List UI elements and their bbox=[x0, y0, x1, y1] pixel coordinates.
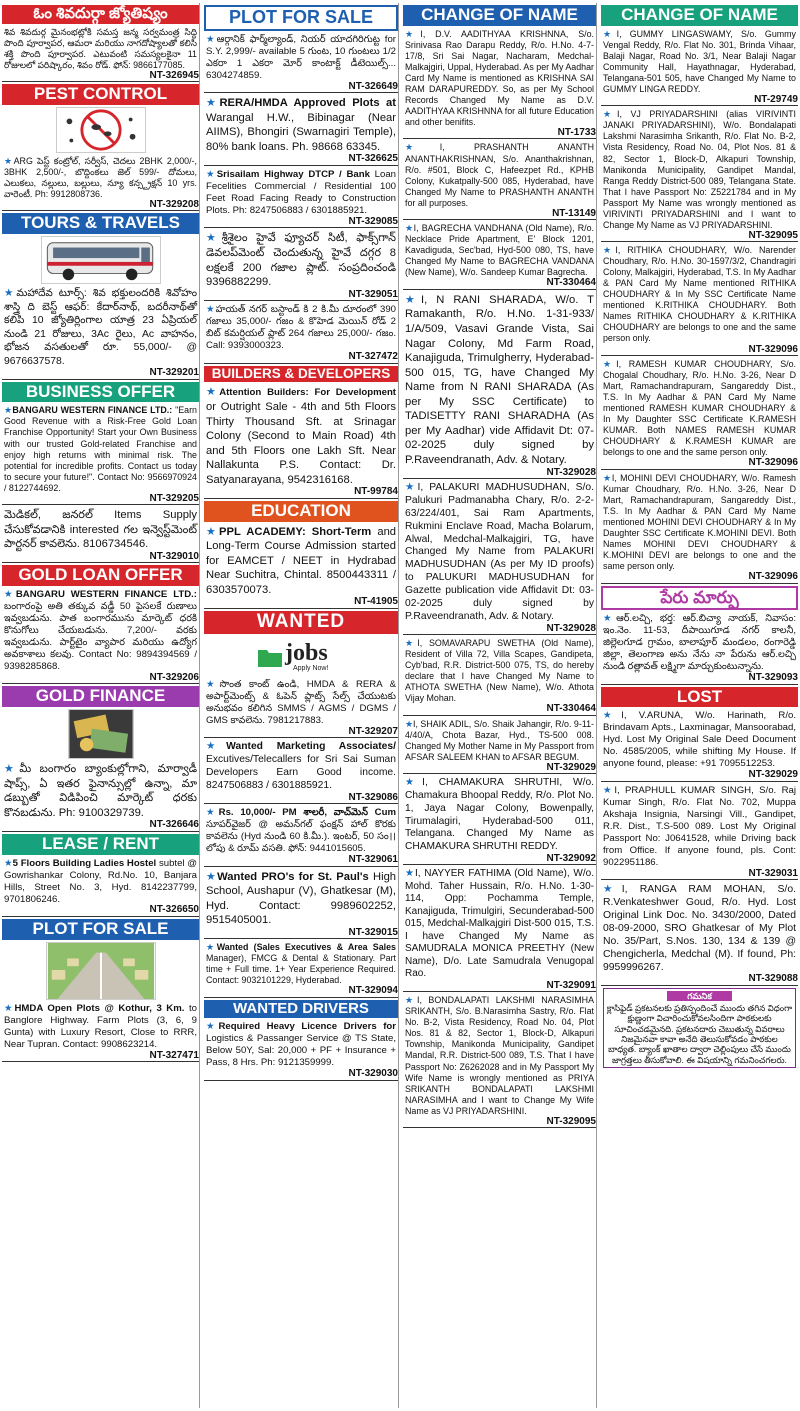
ad-text: హయత్ నగర్ బస్టాండ్ కి 2 కి.మీ దూరంలో 390 గజాలు 35,000/- గజం & కొహెడ మెయిన్ రోడ్ 2 బిట్ కమర్షియల్ ప్లాట్ 264 గజాలు 25,000/- గజం. Call: 9393000323. bbox=[206, 304, 396, 352]
ad-text: I, BONDALAPATI LAKSHMI NARASIMHA SRIKANTH, S/o. B.Narasimha Sastry, R/o. Flat No. B-2, Vista Residency, Road No. 04, Plot Nos. 81 & 82, Sector 1, Block-D, Alkapuri Township, Manikonda Municipality, Gandipet Mandal, R.R. District-500 089, T.S. That I have Passport No: Z6262028 and in My Passport My Wife Name is wrongly mentioned as PRIYA SRIKANTH BONDALAPATI LAKSHMI NARASIMHA and I want to Change My Wife Name as VJ PRIYADARSHINI. bbox=[405, 995, 594, 1116]
ad-code: NT-329096 bbox=[601, 345, 798, 357]
ad-text: I, PRAPHULL KUMAR SINGH, S/o. Raj Kumar Singh, R/o. Flat No. 702, Muppa Akshaja Insignia, Narsingi Vill., Gandipet, R.R. Dist., T.S-500 089. Lost My Original Passport No: J0641528, while Driving back from Office. If anyone found, pls. Cont: 9022951186. bbox=[603, 784, 796, 868]
star-icon: ★ bbox=[405, 868, 415, 880]
ad-text: శ్రీశైలం హైవే ఫ్యూచర్ సిటీ, ఫాక్స్‌గాన్ డెవలప్‌మెంట్ చెందుతున్న హైవే దగ్గర 8 లక్షలకే 200 గజాల ప్లాట్. సంప్రదించండి 9396882299. bbox=[206, 232, 397, 289]
ad-code: NT-329028 bbox=[403, 624, 596, 636]
star-icon: ★ bbox=[603, 613, 617, 625]
ad-title: Rs. 10,000/- PM శాలరీ, వాచ్‌మెన్ Cum bbox=[218, 807, 396, 819]
star-icon: ★ bbox=[206, 525, 220, 538]
ad-peru-marpu bbox=[601, 612, 798, 673]
ad-code: NT-1733 bbox=[403, 128, 596, 140]
ad-name-change bbox=[403, 481, 596, 623]
ad-name-change bbox=[601, 472, 798, 572]
ad-text: I, RITHIKA CHOUDHARY, W/o. Narender Choudhary, R/o. H.No. 30-1597/3/2, Chandragiri Colony, Malkajgiri, Hyderabad, T.S. In My Aadhar & PAN Card My Name mentioned RITHIKA CHOUDHARY & In My SSC Certificate Name mentioned K.RITHIKA CHOUDHARY. Both Names RITHIKA CHOUDHARY & K.RITHIKA CHOUDHARY are belongs to one and the same person only. bbox=[603, 245, 796, 344]
ad-lost bbox=[601, 784, 798, 869]
ad-name-change bbox=[403, 776, 596, 854]
header-change-of-name: CHANGE OF NAME bbox=[601, 5, 798, 26]
ad-text: Warangal H.W., Bibinagar (Near AIIMS), Bhongiri (Swarnagiri Temple), 80% bank loans. Ph. 98668 63345. bbox=[206, 111, 396, 153]
ad-code: NT-329096 bbox=[601, 572, 798, 584]
jobs-logo-text: jobs bbox=[285, 639, 328, 666]
ad-title: Attention Builders: For Development bbox=[219, 387, 396, 399]
header-pest-control: PEST CONTROL bbox=[2, 84, 199, 105]
ad-text: I, NAYYER FATHIMA (Old Name), W/o. Mohd. Taher Hussain, R/o. H.No. 1-30-114, Opp: Pochamma Temple, Kanajiguda, Trimulgiri, Secunderabad-500 015, Medchal-Malkajgiri Dist-500 015, T.S. I have Changed My Name as SAMUDRALA MONICA PREETHY (New Name), D/o. Late Samudrala Venugopal Rao. bbox=[405, 868, 594, 980]
ad-code: NT-327472 bbox=[204, 352, 398, 364]
ad-code: NT-329092 bbox=[403, 854, 596, 866]
pest-control-icon bbox=[56, 107, 146, 153]
star-icon: ★ bbox=[206, 168, 217, 180]
star-icon: ★ bbox=[4, 763, 20, 776]
folder-icon bbox=[257, 646, 283, 668]
ad-code: NT-329088 bbox=[601, 974, 798, 986]
ad-code: NT-13149 bbox=[403, 209, 596, 221]
ad-plot-text: to Banglore Highway. Farm Plots (3, 6, 9 Gunta) with Luxury Resort, Close to RRR, Near Tupran. Contact: 9908623214. bbox=[4, 1002, 197, 1050]
header-gold-finance: GOLD FINANCE bbox=[2, 686, 199, 707]
star-icon: ★ bbox=[206, 386, 220, 399]
ad-pest bbox=[2, 155, 199, 200]
ad-code: NT-329096 bbox=[601, 458, 798, 470]
ad-code: NT-329061 bbox=[204, 855, 398, 867]
plots-layout-icon bbox=[46, 942, 156, 1000]
jobs-logo-sub: Apply Now! bbox=[293, 664, 329, 672]
ad-business-text: "Earn Good Revenue with a Risk-Free Gold Loan Franchise Opportunity! Start your Own Business with our trusted Gold-related Franchise and enjoy high returns with minimal risk. The potential for incredible profits. Contact us today to secure your future!". Contact No: 9566970924 / 8122744692. bbox=[4, 405, 197, 493]
ad-title: PPL ACADEMY: Short-Term bbox=[219, 525, 372, 538]
ad-code: NT-329030 bbox=[204, 1069, 398, 1081]
ad-code: NT-326650 bbox=[2, 905, 199, 917]
ad-ppl-academy bbox=[204, 524, 398, 598]
star-icon: ★ bbox=[603, 109, 618, 120]
ad-code: NT-329205 bbox=[2, 494, 199, 506]
ad-text: I, RANGA RAM MOHAN, S/o. R.Venkateshwer Goud, R/o. Hyd. Lost Original Link Doc. No. 3430/2000, Dated 08-09-2000, SRO Ghatkesar of My Plot No. 35/Part, S.Nos. 130, 134 & 139 @ Chengicherla, Medchal (M). If found, Ph: 9959996267. bbox=[603, 884, 796, 974]
ad-code: NT-329010 bbox=[2, 552, 199, 564]
header-peru-marpu: పేరు మార్పు bbox=[601, 586, 798, 611]
disclaimer-notice bbox=[603, 988, 796, 1068]
star-icon: ★ bbox=[603, 359, 617, 369]
star-icon: ★ bbox=[603, 884, 622, 896]
ad-name-change bbox=[403, 718, 596, 763]
ad-name-change bbox=[601, 244, 798, 344]
ad-srisailam bbox=[204, 168, 398, 217]
star-icon: ★ bbox=[206, 33, 217, 45]
ad-gold-loan bbox=[2, 588, 199, 673]
ad-code: NT-329095 bbox=[403, 1117, 596, 1129]
ad-future-city bbox=[204, 230, 398, 289]
ad-medical: మెడికల్, జనరల్ Items Supply చేసుకోవడానికి interested గల ఇన్వెస్ట్‌మెంట్ పార్టనర్ కావలెను. 8106734546. bbox=[4, 509, 197, 551]
ad-tours-text: మహాదేవ టూర్స్: శివ భక్తులందరికి శివోహం శాస్త్రి ది బెస్ట్ ఆఫర్: కేదార్‌నాథ్, బదరీనాథ్‌తో కలిపి 10 జ్యోతిర్లింగాల యాత్ర 23 ఏప్రియల్ నుండి 21 రోజులు, 3Ac రైలు, Ac వాహనం, భోజన వసతులతో రూ. 55,000/- @ 9676637578. bbox=[4, 288, 197, 367]
ad-code: NT-41905 bbox=[204, 597, 398, 609]
ad-lease-text: subtel @ Gowrishankar Colony, Rd.No. 10, Banjara Hills, Street No. 3, Hyd. 8142237799, 9701806246. bbox=[4, 857, 197, 905]
star-icon: ★ bbox=[206, 807, 219, 819]
star-icon: ★ bbox=[4, 405, 13, 416]
ad-text: I, SHAIK ADIL, S/o. Shaik Jahangir, R/o. 9-11-4/40/A, Chota Bazar, Hyd., TS-500 008. Changed My Mother Name in My Passport from AFSAR SALEEM KHAN to AFSAR BEGUM. bbox=[405, 718, 594, 762]
ad-code: NT-329031 bbox=[601, 869, 798, 881]
header-tours: TOURS & TRAVELS bbox=[2, 213, 199, 234]
header-lease-rent: LEASE / RENT bbox=[2, 834, 199, 855]
star-icon: ★ bbox=[603, 245, 616, 256]
header-plot-sale: PLOT FOR SALE bbox=[204, 5, 398, 31]
ad-gold-loan-title: BANGARU WESTERN FINANCE LTD.: bbox=[15, 589, 197, 601]
ad-text: and Long-Term Course Admission started for EAMCET / NEET in Hydrabad Near Suchitra, Chintal. 8500443311 / 6303570073. bbox=[206, 525, 397, 596]
star-icon: ★ bbox=[603, 784, 615, 796]
star-icon: ★ bbox=[206, 1021, 219, 1033]
ad-name-change bbox=[403, 292, 596, 468]
ad-title: Wanted Marketing Associates/ bbox=[226, 741, 396, 753]
ad-pest-text: ARG పెస్ట్ కంట్రోల్, సర్వీస్, చెదలు 2BHK 2,000/-, 3BHK 2,500/-, బొద్దింకలు జెల్ 599/- దోమలు, ఎలుకలు, నల్లులు, బల్లులు, న్యూ కన్స్ట్రక్షన్ 10 yrs. వారెంటీ. Ph: 9912808736. bbox=[4, 155, 197, 199]
ad-name-change bbox=[403, 867, 596, 981]
column-2 bbox=[204, 3, 399, 1408]
star-icon: ★ bbox=[206, 97, 220, 110]
ad-text: సూపర్‌వైజర్ @ అమన్‌గల్ ఫంక్షన్ హాల్ కొరకు కావలెను (Hyd నుండి 60 కి.మీ.). ఇంటర్, 50 సం।।లోపు & రూమ్ వసతి. ఫోన్: 9441015605. bbox=[206, 819, 396, 855]
header-education: EDUCATION bbox=[204, 501, 398, 522]
ad-name-change bbox=[403, 637, 596, 704]
star-icon: ★ bbox=[206, 870, 218, 883]
ad-hayathnagar bbox=[204, 303, 398, 352]
bus-icon bbox=[41, 236, 161, 284]
ad-gold-finance-text: మీ బంగారం బ్యాంకుల్లోగాని, మార్వాడీ షాప్స్, ఏ ఇతర ఫైనాన్సుల్లో ఉన్నా, మా డబ్బుతో విడిపించి మార్కెట్ ధరకు కొనబడును. Ph: 9100329739. bbox=[4, 763, 197, 819]
ad-code: NT-329028 bbox=[403, 468, 596, 480]
notice-title: గమనిక bbox=[667, 991, 732, 1001]
ad-code: NT-329208 bbox=[2, 200, 199, 212]
ad-rera-plots bbox=[204, 95, 398, 154]
star-icon: ★ bbox=[206, 678, 220, 690]
ad-text: Loan Fecelities Commercial / Residential 100 Feet Road Facing Ready to Construction Plots. Ph: 8247506883 / 6301885921. bbox=[206, 168, 397, 216]
ad-code: NT-29749 bbox=[601, 95, 798, 107]
ad-code: NT-329085 bbox=[204, 217, 398, 229]
star-icon: ★ bbox=[4, 1002, 15, 1014]
ad-text: I, N RANI SHARADA, W/o. T Ramakanth, R/o. H.No. 1-31-933/ 1/A/509, Vasavi Grande Vista, Sai Nagar Colony, Md Farm Road, Kanajiguda, Trimulgherry, Hyderabad-500 015, TG, have Changed My Name from N RANI SHARADA (As per My SSC Certificate) to TADISETTY RANI SHARADHA (As per My Aadhar) vide Affidavit Dt: 07-02-2025 duly signed by P.Raveendranath, Adv. & Notary. bbox=[405, 293, 595, 466]
ad-code: NT-329201 bbox=[2, 368, 199, 380]
header-wanted: WANTED bbox=[204, 611, 398, 634]
column-4 bbox=[601, 3, 798, 1408]
ad-code: NT-327471 bbox=[2, 1051, 199, 1063]
ad-code: NT-329051 bbox=[204, 290, 398, 302]
ad-code: NT-329091 bbox=[403, 981, 596, 993]
ad-code: NT-329207 bbox=[204, 727, 398, 739]
ad-code: NT-326625 bbox=[204, 154, 398, 166]
star-icon: ★ bbox=[4, 589, 16, 601]
ad-drivers bbox=[204, 1020, 398, 1069]
ad-text: I, PRASHANTH ANANTH ANANTHAKRISHNAN, S/o. Ananthakrishnan, R/o. #501, Block C, Hafeezpet Rd., KPHB Colony, Kukatpally-500 085, Hyderabad, have Changed My Name to PRASHANTH ANANTH for all purposes. bbox=[405, 142, 594, 208]
ad-title: Srisailam Highway DTCP / Bank bbox=[216, 168, 370, 180]
star-icon: ★ bbox=[603, 710, 622, 722]
star-icon: ★ bbox=[206, 304, 216, 316]
header-gold-loan: GOLD LOAN OFFER bbox=[2, 565, 199, 586]
ad-name-change bbox=[403, 222, 596, 278]
ad-code: NT-326945 bbox=[2, 71, 199, 83]
header-business-offer: BUSINESS OFFER bbox=[2, 382, 199, 403]
ad-text: I, MOHINI DEVI CHOUDHARY, W/o. Ramesh Kumar Choudhary, R/o. H.No. 3-26, Near D Mart, Ramachandrapuram, Sangareddy Dist., T.S. In My Aadhar & PAN Card My Name mentioned MOHINI DEVI CHOUDHARY & In My Daughter SSC Certificate K.MOHINI DEVI. Both Names MOHINI DEVI CHOUDHARY & K.MOHINI DEVI are belongs to one and the same person only. bbox=[603, 472, 796, 572]
ad-name-change bbox=[403, 994, 596, 1116]
header-wanted-drivers: WANTED DRIVERS bbox=[204, 1000, 398, 1019]
star-icon: ★ bbox=[405, 995, 417, 1006]
star-icon: ★ bbox=[405, 777, 423, 789]
ad-builders bbox=[204, 384, 398, 487]
ad-business bbox=[2, 404, 199, 493]
ad-text: ఆర్గానిక్ ఫార్మ్‌ల్యాండ్, నియర్ యాదగిరిగుట్ట for S.Y. 2,999/- available 5 గుంట, 10 గుంటలు 1/2 ఎకరా 1 ఎకరా మోర్ కాంటాక్ట్ డీటెయిల్స్... 6304274859. bbox=[206, 33, 396, 81]
ad-code: NT-330464 bbox=[403, 278, 596, 290]
header-plot-sale: PLOT FOR SALE bbox=[2, 919, 199, 940]
ad-gold-finance bbox=[2, 761, 199, 820]
ad-code: NT-329206 bbox=[2, 673, 199, 685]
star-icon: ★ bbox=[603, 28, 617, 39]
star-icon: ★ bbox=[206, 741, 227, 753]
ad-code: NT-329015 bbox=[204, 928, 398, 940]
ad-code: NT-330464 bbox=[403, 704, 596, 716]
header-builders: BUILDERS & DEVELOPERS bbox=[204, 366, 398, 383]
ad-text: I, VJ PRIYADARSHINI (alias VIRIVINTI JANAKI PRIYADARSHINI), W/o. Bondalapati Lakshmi Narasimha Srikanth, R/o. Flat No. B-2, Vista Residency, Road No. 04, Plot Nos. 81 & 82, Sector 1, Block-D, Alkapuri Township, Manikonda Municipality, Gandipet Mandal, Ranga Reddy District-500 089, Telangana State. That I have Passport No: Z5221784 and in My Passport My Name was wrongly mentioned as VIRIVINTI PRIYADARSHINI and I want to Change My Name as VJ PRIYADARSHINI. bbox=[603, 109, 796, 230]
star-icon: ★ bbox=[603, 472, 612, 483]
ad-code: NT-329093 bbox=[601, 673, 798, 685]
ad-code: NT-326646 bbox=[2, 820, 199, 832]
ad-code: NT-329029 bbox=[403, 763, 596, 775]
ad-smms bbox=[204, 678, 398, 727]
ad-title: Wanted PRO's for St. Paul's bbox=[217, 870, 369, 883]
ad-business-title: BANGARU WESTERN FINANCE LTD.: bbox=[12, 405, 173, 416]
ad-name-change bbox=[601, 28, 798, 95]
ad-code: NT-329095 bbox=[601, 231, 798, 243]
ad-lease-title: 5 Floors Building Ladies Hostel bbox=[12, 857, 157, 869]
star-icon: ★ bbox=[405, 638, 418, 649]
ad-gold-loan-text: బంగారంపై అతి తక్కువ వడ్డీ 50 పైసలకే రుణాలు ఇవ్వబడును. పాత బంగారమును మార్కెట్ ధరకి కొనుగోలు చేయబడును. 7,200/- వరకు ఇవ్వబడును. పార్ట్‌టైం వ్యాపార మరియు ఉద్యోగ అవకాశాలు కలవు. Contact No: 9894394569 / 9398285868. bbox=[4, 601, 197, 672]
ad-code: NT-99784 bbox=[204, 487, 398, 499]
ad-title: Required Heavy Licence Drivers for bbox=[218, 1021, 396, 1033]
star-icon: ★ bbox=[405, 28, 421, 39]
ad-title: Wanted (Sales Executives & Area Sales bbox=[216, 942, 396, 953]
star-icon: ★ bbox=[206, 942, 217, 953]
ad-lost bbox=[601, 709, 798, 770]
notice-text: క్లాసిఫైడ్ ప్రకటనలకు ప్రతిస్పందించే ముందు తగిన విధంగా క్షుణ్ణంగా విచారించుకోవలసిందిగా పాఠకులకు సూచించడమైనది. ప్రకటనదారు చెబుతున్న వివరాలు నిజమైనవా కావా అనేది తెలుసుకోవడం పాఠకుల బాధ్యత. బ్యాంక్ ఖాతాల ద్వారా చెల్లింపులు చేసే ముందు జాగ్రత్తలు తీసుకోవాలి. ఈ విషయాన్ని గమనించగలరు. bbox=[606, 1002, 793, 1065]
star-icon: ★ bbox=[405, 482, 418, 494]
star-icon: ★ bbox=[405, 293, 421, 306]
ad-text: I, V.ARUNA, W/o. Harinath, R/o. Brindavam Apts., Laxminagar, Mansoorabad, Hyd. Lost My Original Sale Deed Document No. 4585/2005, while shifting My House. If anyone found, please: +91 7095512253. bbox=[603, 710, 796, 770]
star-icon: ★ bbox=[4, 857, 13, 869]
ad-plot-title: HMDA Open Plots @ Kothur, 3 Km. bbox=[14, 1002, 185, 1014]
ad-code: NT-329086 bbox=[204, 793, 398, 805]
gold-cash-icon bbox=[68, 709, 134, 759]
ad-text: I, BAGRECHA VANDHANA (Old Name), R/o. Necklace Pride Apartment, E' Block 1201, Kavadiguda, Sec'bad, Hyd-500 080, TS, have Changed My Name to BAGRECHA VANDANA (New Name), W/o. Sandeep Kumar Bagrecha. bbox=[405, 223, 594, 278]
ad-pro bbox=[204, 869, 398, 928]
ad-sales-exec bbox=[204, 941, 398, 986]
ad-code: NT-326649 bbox=[204, 82, 398, 94]
ad-text: I, D.V. AADITHYAA KRISHNNA, S/o. Srinivasa Rao Darapu Reddy, R/o. H.No. 4-7-17/8, Sri Sai Nagar, Nacharam, Medchal-Malkajgiri, Uppal, Hyderabad. As per My Aadhar Card My Name is mentioned as KRISHNA SAI RAM DARAPUREDDY. So, as per My School Records Changed My Name as D.V. AADITHYAA KRISHNNA for all future Education and other benifits. bbox=[405, 28, 595, 127]
ad-marketing bbox=[204, 740, 398, 792]
ad-text: సొంత కాంట్ ఉండి, HMDA & RERA & అపార్ట్‌మెంట్స్ & ఓపెన్ ప్లాట్స్ సేల్స్ చేయుటకు అనుభవం కలిగిన SMMS / AGMS / DGMS / GMS కావలెను. 7981217883. bbox=[206, 678, 397, 726]
ad-lease bbox=[2, 857, 199, 906]
star-icon: ★ bbox=[405, 142, 440, 153]
column-3 bbox=[403, 3, 597, 1408]
ad-title: RERA/HMDA Approved Plots at bbox=[219, 97, 397, 110]
ad-text: I, CHAMAKURA SHRUTHI, W/o. Chamakura Bhoopal Reddy, R/o. Plot No. 1, Jaya Nagar Colony, Bowenpally, Tirumalagiri, Hyderabad-500 011, Telangana. Changed My Name as CHAMAKURA SHRUTHI REDDY. bbox=[405, 777, 594, 853]
ad-text: I, RAMESH KUMAR CHOUDHARY, S/o. Chogalal Choudhary, R/o. H.No. 3-26, Near D Mart, Ramachandrapuram, Sangareddy Dist., T.S. In My Aadhar & PAN Card My Name mentioned RAMESH KUMAR CHOUDHARY & In My Daughter SSC Certificate K.RAMESH KUMAR. Both NAMES RAMESH KUMAR CHOUDHARY & K.RAMESH KUMAR are belongs to one and the same person only. bbox=[603, 359, 796, 458]
star-icon: ★ bbox=[206, 232, 222, 245]
ad-text: or Outright Sale - 4th and 5th Floors Thirty Thousand Sft. at Srinagar Colony (Second to Main Road) 4th and 5th Floors one Lakh Sft. Near Nallakunta P.S. Contact: Dr. Satyanarayana, 9542316168. bbox=[206, 401, 396, 486]
ad-code: NT-329029 bbox=[601, 770, 798, 782]
header-astrology: ఓం శివదుర్గా జ్యోతిష్యం bbox=[2, 5, 199, 24]
star-icon: ★ bbox=[4, 288, 17, 300]
ad-astrology: శివ శివదుర్గ మైనంభట్లోకి సమస్త జన్మ సర్వమంత్ర సిద్ధి పొంది పూర్వాపర, ఆమరా మరియు నాగదోష్యాలతో కలిసి శక్తి పొంది పూర్వాపర. ఎటువంటి సమస్యలకైనా 11 రోజులలో పరిష్కారం, శివం రోడ్. ఫోన్: 9866177085. bbox=[4, 26, 197, 70]
ad-code: NT-329094 bbox=[204, 986, 398, 998]
ad-watchman bbox=[204, 806, 398, 855]
ad-text: I, GUMMY LINGASWAMY, S/o. Gummy Vengal Reddy, R/o. Flat No. 301, Brinda Vihaar, Balaji Nagar, Road No. 3/1, Near Balaji Nagar Community Hall, Hayathnagar, Hyderabad, Telangana-501 505, have Changed My Name to GUMMY LINGA REDDY. bbox=[603, 28, 796, 94]
ad-plot bbox=[2, 1002, 199, 1051]
ad-name-change bbox=[403, 28, 596, 128]
ad-name-change bbox=[403, 141, 596, 208]
column-1 bbox=[2, 3, 200, 1408]
star-icon: ★ bbox=[4, 155, 14, 166]
jobs-logo bbox=[253, 636, 349, 676]
ad-organic-farm bbox=[204, 33, 398, 82]
ad-name-change bbox=[601, 108, 798, 230]
ad-text: I, SOMAVARAPU SWETHA (Old Name), Resident of Villa 72, Villa Scapes, Gandipeta, Cyb'bad, R.R. District-500 075, TS, do hereby declare that I have Changed My Name to ATHOTA SWETHA (New Name), W/o. Athota Vijay Mohan. bbox=[405, 638, 594, 704]
ad-text: I, PALAKURI MADHUSUDHAN, S/o. Palukuri Padmanabha Chary, R/o. 2-2-63/224/401, Sai Ram Apartments, Rukmini Enclave Road, Macha Bolarum, Alwal, Medchal-Malkajgiri, TG, have Changed My Name from PALAKURI MADHUSUDHAN (As per My ID proofs) to PALUKURI MADHUSUDHAN for Gazette publication vide Affidavit Dt: 03-02-2025 duly signed by P.Raveendranath, Adv. & Notary. bbox=[405, 482, 594, 622]
ad-text: ఆర్.లచ్చి, భర్త: ఆర్.బిచ్యా నాయక్, నివాసం: ఇం.నెం. 11-53, దీపాయిగూడ నగర్ కాలనీ, జిల్లెలగూడ గ్రామం, బాలాపూర్ మండలం, రంగారెడ్డి జిల్లా, తెలంగాణ అను నేను నా పేరును ఆర్.లచ్చి నుండి రత్లావత్ లక్ష్మిగా మార్చుకుంటున్నాను. bbox=[603, 613, 796, 673]
ad-text: High School, Aushapur (V), Ghatkesar (M), Hyd. Contact: 9989602252, 9515405001. bbox=[206, 870, 397, 927]
header-change-of-name: CHANGE OF NAME bbox=[403, 5, 596, 26]
ad-text: Excutives/Telecallers for Sri Sai Suman Developers Earn Good income. 8247506883 / 6301885921. bbox=[206, 754, 396, 791]
header-lost: LOST bbox=[601, 687, 798, 708]
star-icon: ★ bbox=[405, 718, 413, 729]
ad-text: Manager), FMCG & Dental & Stationary. Part time + Full time. 1+ Year Experience Required. Contact: 9032101229, Hyderabad. bbox=[206, 953, 396, 986]
ad-name-change bbox=[601, 358, 798, 458]
ad-lost bbox=[601, 882, 798, 974]
ad-text: Logistics & Passanger Service @ TS State, Below 50Y, Sal: 20,000 + PF + Insurance + Pass, 8 Hrs. Ph: 9121359999. bbox=[206, 1033, 396, 1069]
star-icon: ★ bbox=[405, 223, 414, 234]
ad-tours bbox=[2, 286, 199, 368]
